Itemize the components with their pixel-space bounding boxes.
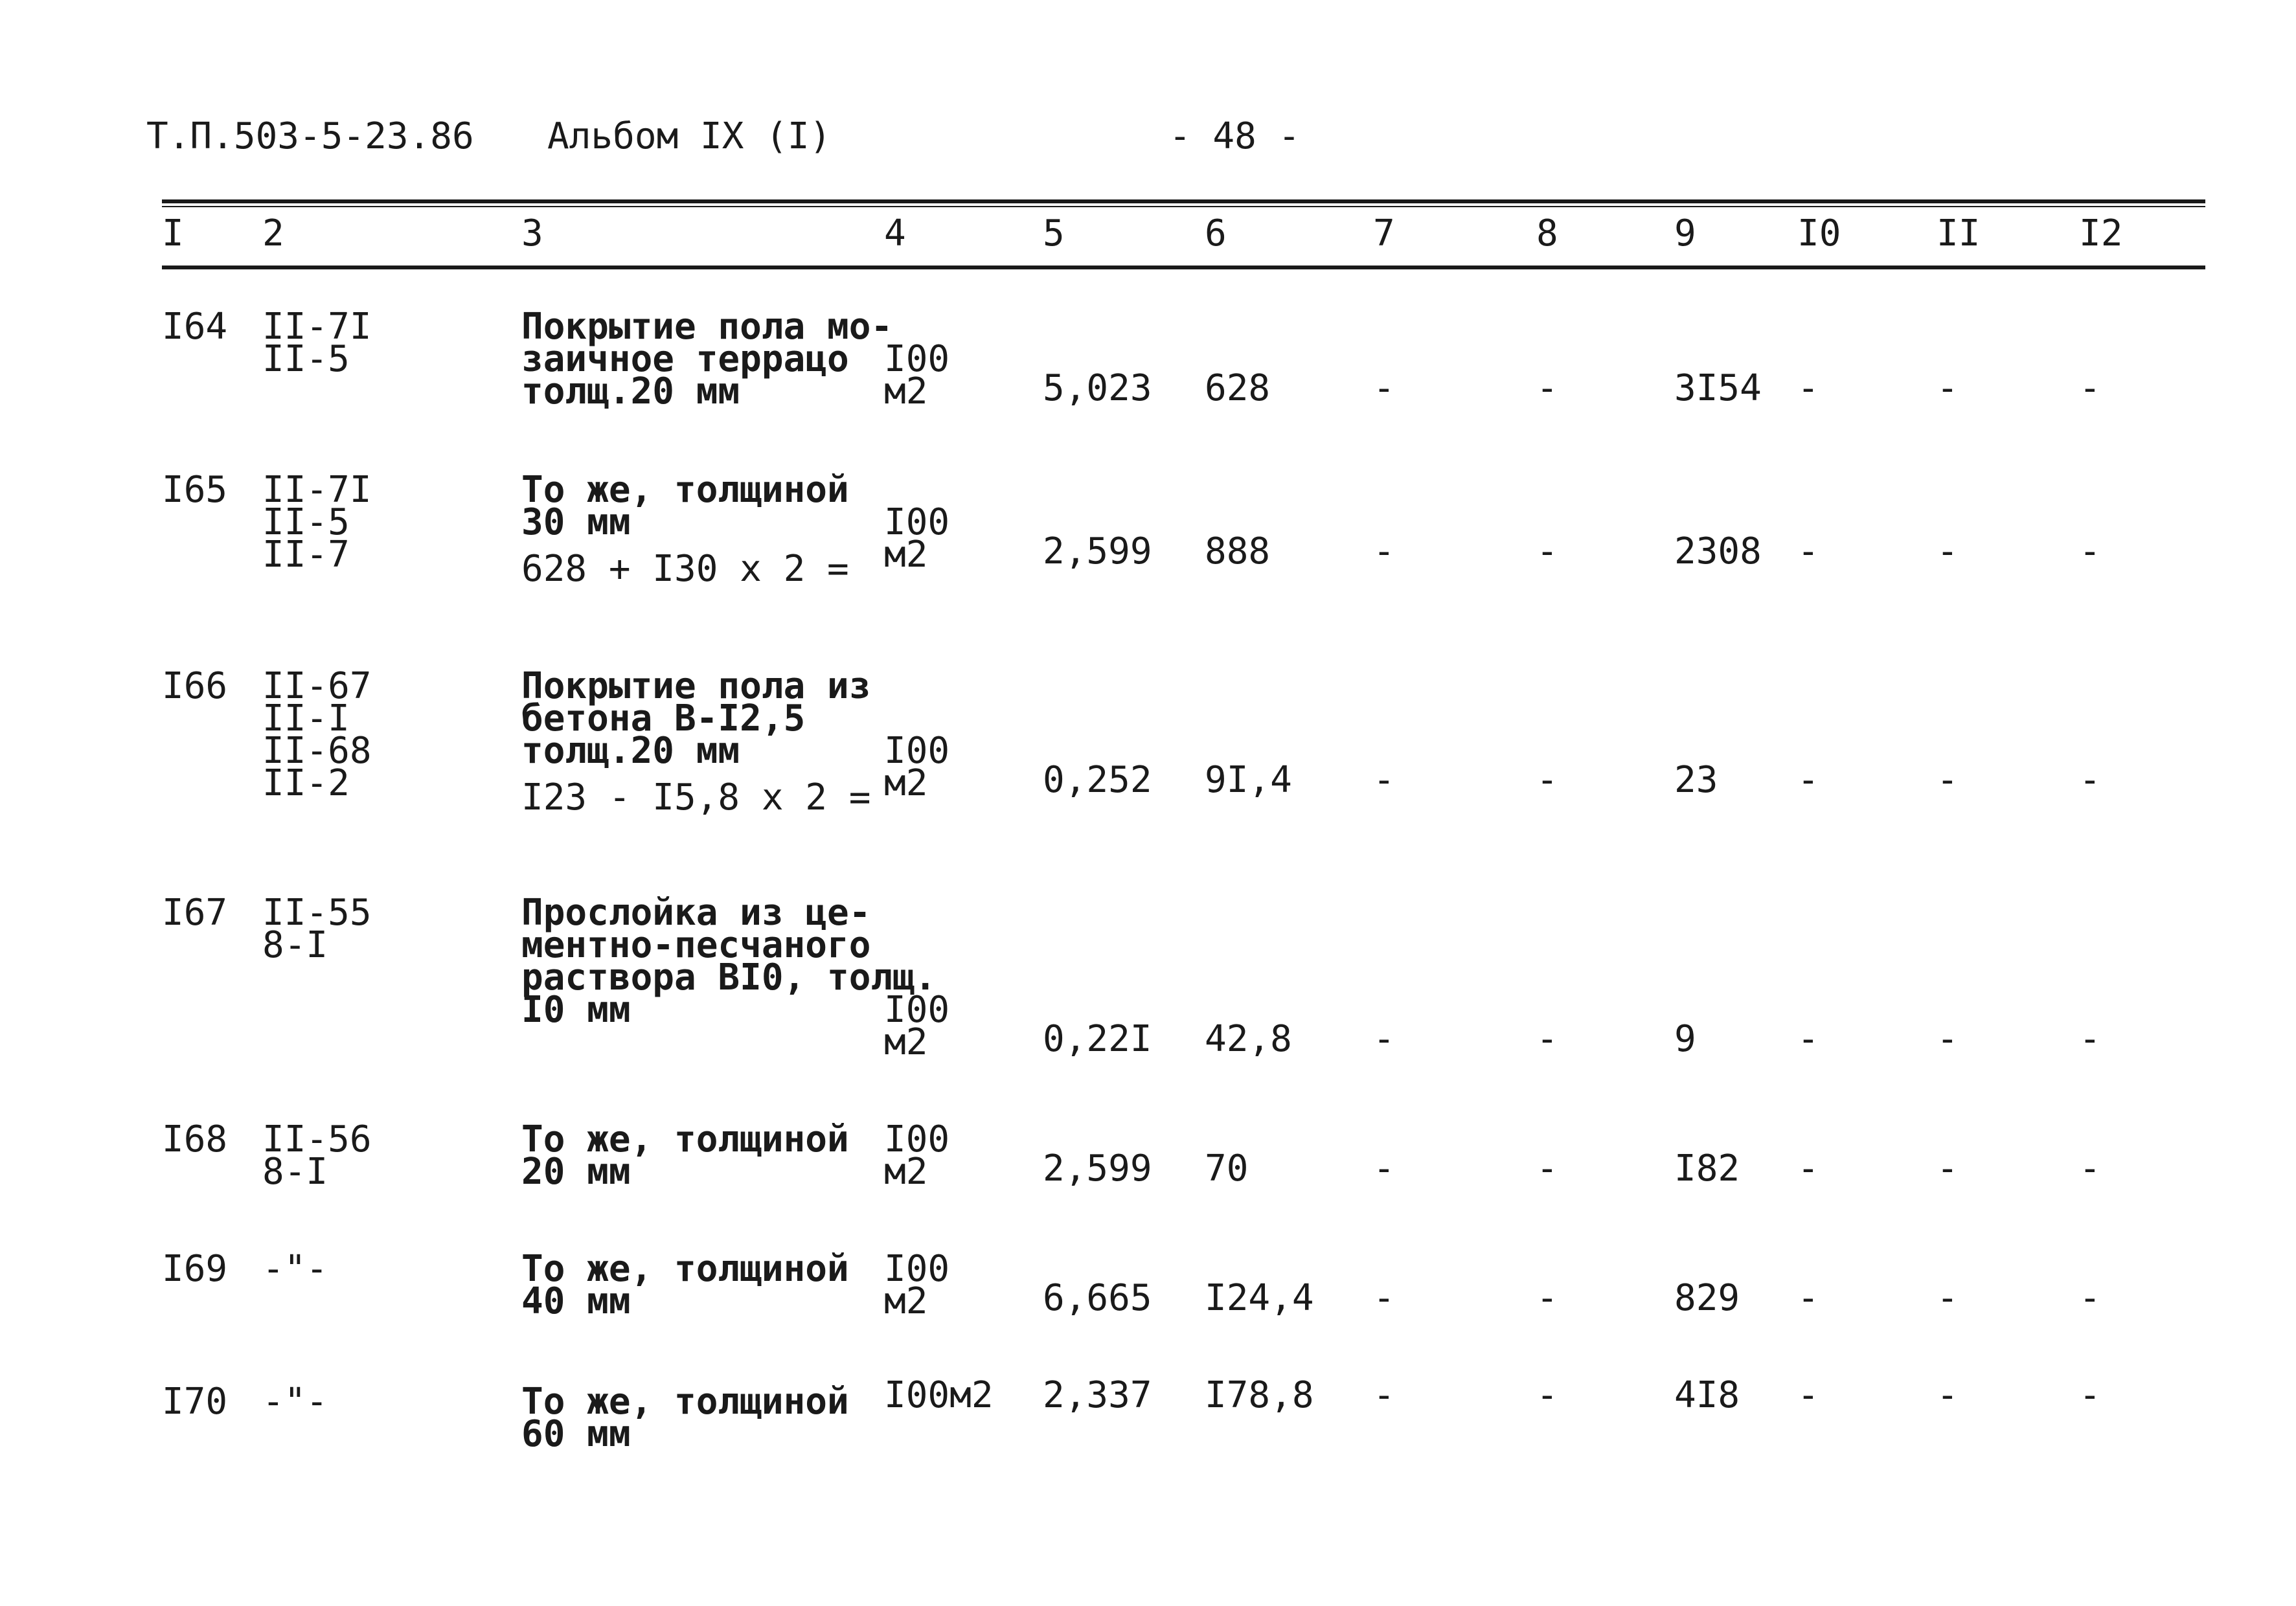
row-number: I68: [162, 1118, 228, 1160]
row-unit: I00 м2: [884, 730, 950, 804]
description-calculation: I23 - I5,8 x 2 =: [521, 776, 871, 819]
row-col-11: -: [1937, 367, 1959, 409]
description-text: Покрытие пола мо- заичное террацо толщ.20 мм: [521, 306, 893, 413]
row-col-5: 2,599: [1043, 1148, 1152, 1190]
row-number: I65: [162, 469, 228, 511]
row-col-11: -: [1937, 1277, 1959, 1319]
row-description: [521, 469, 849, 590]
row-unit: I00 м2: [884, 501, 950, 576]
row-col-6: 70: [1205, 1148, 1249, 1190]
row-unit: I00 м2: [884, 1248, 950, 1322]
row-col-6: I78,8: [1205, 1374, 1314, 1416]
column-header-12: I2: [2079, 212, 2123, 254]
table-header-rule: [162, 266, 2205, 269]
row-col-9: 9: [1674, 1018, 1696, 1060]
column-header-10: I0: [1797, 212, 1841, 254]
row-col-8: -: [1536, 1277, 1558, 1319]
row-col-10: -: [1797, 759, 1819, 801]
row-col-7: -: [1373, 1277, 1395, 1319]
row-description: [521, 1118, 849, 1193]
column-header-2: 2: [262, 212, 284, 254]
row-description: [521, 892, 937, 1031]
row-col-10: -: [1797, 1018, 1819, 1060]
row-col-11: -: [1937, 530, 1959, 572]
row-col-9: 4I8: [1674, 1374, 1740, 1416]
description-text: То же, толщиной 40 мм: [521, 1248, 849, 1322]
row-col-9: 829: [1674, 1277, 1740, 1319]
row-col-5: 2,599: [1043, 530, 1152, 572]
column-header-3: 3: [521, 212, 543, 254]
row-codes: -"-: [262, 1381, 328, 1423]
row-col-6: 628: [1205, 367, 1271, 409]
row-number: I70: [162, 1381, 228, 1423]
row-col-7: -: [1373, 1374, 1395, 1416]
row-codes: II-55 8-I: [262, 892, 372, 966]
row-col-12: -: [2079, 367, 2101, 409]
row-description: [521, 306, 893, 413]
row-unit: I00 м2: [884, 1118, 950, 1193]
row-codes: II-67 II-I II-68 II-2: [262, 665, 372, 804]
row-description: [521, 665, 871, 819]
column-header-6: 6: [1205, 212, 1227, 254]
description-text: То же, толщиной 60 мм: [521, 1381, 849, 1455]
description-text: То же, толщиной 20 мм: [521, 1118, 849, 1193]
row-col-11: -: [1937, 1148, 1959, 1190]
row-col-10: -: [1797, 530, 1819, 572]
row-col-5: 5,023: [1043, 367, 1152, 409]
row-col-8: -: [1536, 759, 1558, 801]
row-col-11: -: [1937, 1374, 1959, 1416]
row-col-5: 0,252: [1043, 759, 1152, 801]
row-codes: II-56 8-I: [262, 1118, 372, 1193]
row-col-9: I82: [1674, 1148, 1740, 1190]
column-header-7: 7: [1373, 212, 1395, 254]
row-unit: I00 м2: [884, 989, 950, 1063]
column-header-5: 5: [1043, 212, 1065, 254]
row-col-6: I24,4: [1205, 1277, 1314, 1319]
column-header-1: I: [162, 212, 184, 254]
row-col-10: -: [1797, 367, 1819, 409]
row-number: I64: [162, 306, 228, 348]
row-number: I67: [162, 892, 228, 934]
page-number: - 48 -: [1169, 115, 1301, 157]
table-top-rule: [162, 199, 2205, 203]
document-code: Т.П.503-5-23.86: [146, 115, 474, 157]
row-codes: -"-: [262, 1248, 328, 1290]
column-header-9: 9: [1674, 212, 1696, 254]
row-col-7: -: [1373, 530, 1395, 572]
column-header-8: 8: [1536, 212, 1558, 254]
row-col-5: 2,337: [1043, 1374, 1152, 1416]
row-col-6: 9I,4: [1205, 759, 1292, 801]
album-label: Альбом IX (I): [547, 115, 832, 157]
row-col-8: -: [1536, 367, 1558, 409]
row-col-6: 42,8: [1205, 1018, 1292, 1060]
row-col-10: -: [1797, 1374, 1819, 1416]
row-description: [521, 1381, 849, 1455]
row-col-8: -: [1536, 1374, 1558, 1416]
row-number: I66: [162, 665, 228, 707]
row-col-7: -: [1373, 367, 1395, 409]
column-header-11: II: [1937, 212, 1981, 254]
row-col-11: -: [1937, 759, 1959, 801]
row-codes: II-7I II-5 II-7: [262, 469, 372, 576]
row-col-12: -: [2079, 1148, 2101, 1190]
description-text: То же, толщиной 30 мм: [521, 469, 849, 543]
row-col-5: 6,665: [1043, 1277, 1152, 1319]
row-unit: I00м2: [884, 1374, 994, 1416]
row-col-7: -: [1373, 1148, 1395, 1190]
row-col-11: -: [1937, 1018, 1959, 1060]
row-col-12: -: [2079, 1277, 2101, 1319]
table-top-rule-thin: [162, 206, 2205, 207]
row-col-9: 23: [1674, 759, 1718, 801]
row-number: I69: [162, 1248, 228, 1290]
description-text: Покрытие пола из бетона B-I2,5 толщ.20 мм: [521, 665, 871, 772]
row-codes: II-7I II-5: [262, 306, 372, 380]
row-col-6: 888: [1205, 530, 1271, 572]
description-calculation: 628 + I30 x 2 =: [521, 548, 849, 590]
row-col-12: -: [2079, 1018, 2101, 1060]
description-text: Прослойка из це- ментно-песчаного раствора BI0, толщ. I0 мм: [521, 892, 937, 1031]
row-col-5: 0,22I: [1043, 1018, 1152, 1060]
row-col-10: -: [1797, 1277, 1819, 1319]
row-col-12: -: [2079, 530, 2101, 572]
row-col-7: -: [1373, 1018, 1395, 1060]
row-description: [521, 1248, 849, 1322]
row-col-9: 2308: [1674, 530, 1762, 572]
row-col-8: -: [1536, 1018, 1558, 1060]
row-col-8: -: [1536, 1148, 1558, 1190]
row-col-12: -: [2079, 1374, 2101, 1416]
row-col-10: -: [1797, 1148, 1819, 1190]
row-col-12: -: [2079, 759, 2101, 801]
row-col-8: -: [1536, 530, 1558, 572]
row-col-9: 3I54: [1674, 367, 1762, 409]
row-col-7: -: [1373, 759, 1395, 801]
column-header-4: 4: [884, 212, 906, 254]
row-unit: I00 м2: [884, 338, 950, 413]
